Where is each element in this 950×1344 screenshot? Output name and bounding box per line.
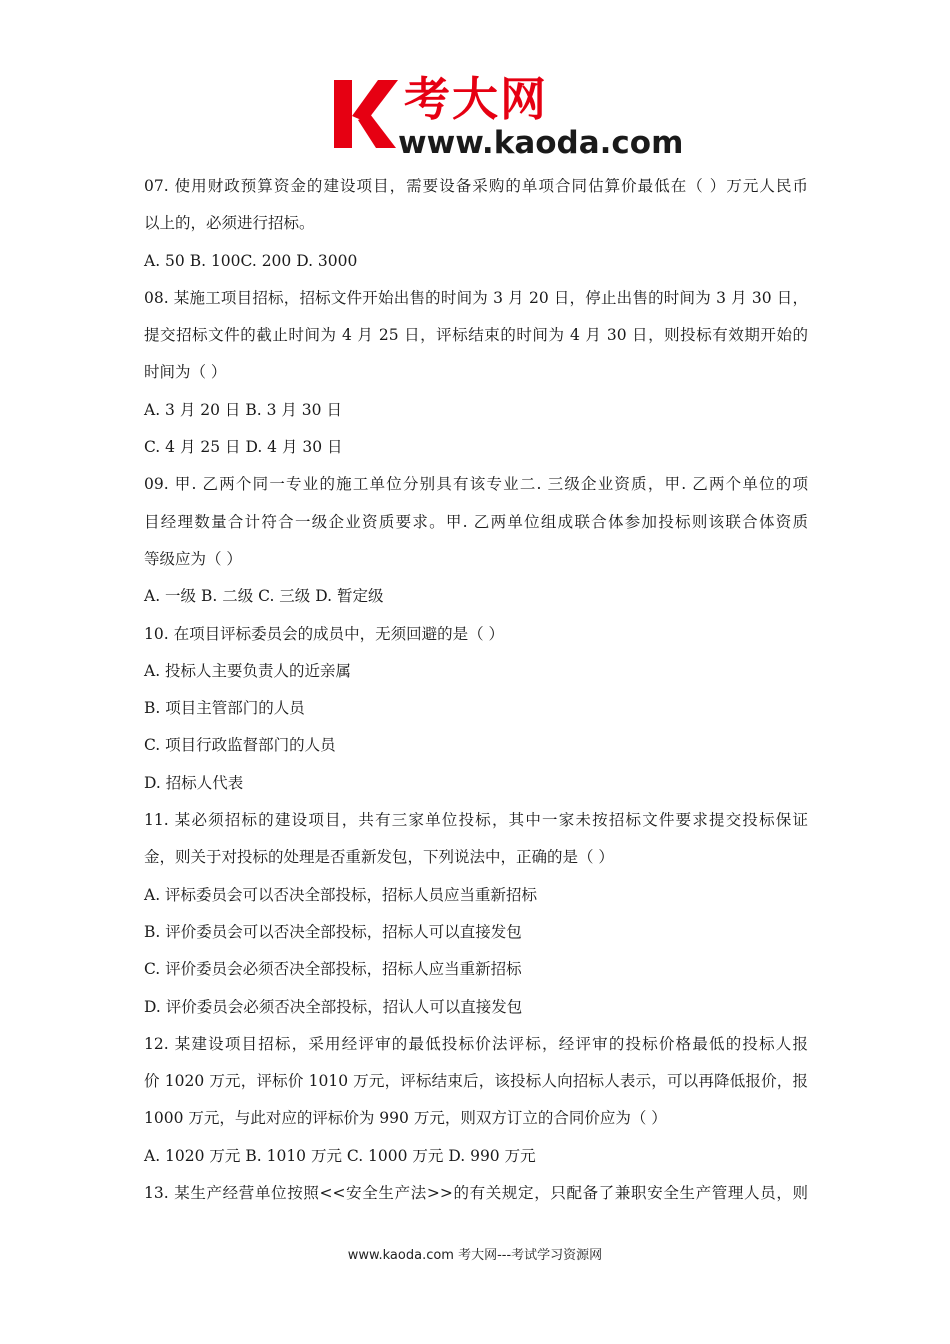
text-line: 13. 某生产经营单位按照<<安全生产法>>的有关规定，只配备了兼职安全生产管理人员，则 <box>144 1184 808 1203</box>
text-line: 时间为（ ） <box>144 363 227 382</box>
text-line: C. 评价委员会必须否决全部投标，招标人应当重新招标 <box>144 960 522 979</box>
text-line: A. 1020 万元 B. 1010 万元 C. 1000 万元 D. 990 万元 <box>144 1146 536 1165</box>
text-line: 08. 某施工项目招标，招标文件开始出售的时间为 3 月 20 日，停止出售的时间为 3 月 30 日， <box>144 288 808 307</box>
text-line: B. 项目主管部门的人员 <box>144 699 305 718</box>
text-line: 金，则关于对投标的处理是否重新发包，下列说法中，正确的是（ ） <box>144 848 614 867</box>
logo-title: 考大网 <box>404 72 548 126</box>
text-line: B. 评价委员会可以否决全部投标，招标人可以直接发包 <box>144 922 522 941</box>
text-line: 10. 在项目评标委员会的成员中，无须回避的是（ ） <box>144 624 505 643</box>
text-line: 等级应为（ ） <box>144 549 242 568</box>
text-line: A. 评标委员会可以否决全部投标，招标人员应当重新招标 <box>144 885 538 904</box>
text-line: A. 3 月 20 日 B. 3 月 30 日 <box>144 400 342 419</box>
kaoda-logo <box>330 70 684 166</box>
page-footer: www.kaoda.com 考大网---考试学习资源网 <box>347 1248 603 1263</box>
text-line: 价 1020 万元，评标价 1010 万元，评标结束后，该投标人向招标人表示，可以再降低报价，报 <box>144 1072 808 1091</box>
text-line: 提交招标文件的截止时间为 4 月 25 日，评标结束的时间为 4 月 30 日，则投标有效期开始的 <box>144 326 808 345</box>
text-line: 07. 使用财政预算资金的建设项目，需要设备采购的单项合同估算价最低在（ ）万元人民币 <box>144 177 808 195</box>
text-line: 目经理数量合计符合一级企业资质要求。甲. 乙两单位组成联合体参加投标则该联合体资质 <box>144 512 808 531</box>
text-line: C. 项目行政监督部门的人员 <box>144 736 336 755</box>
text-line: D. 评价委员会必须否决全部投标，招认人可以直接发包 <box>144 997 523 1016</box>
text-line: 09. 甲. 乙两个同一专业的施工单位分别具有该专业二. 三级企业资质，甲. 乙两个单位的项 <box>144 475 808 494</box>
text-line: 以上的，必须进行招标。 <box>144 214 315 233</box>
k-logo-icon <box>330 78 400 150</box>
text-line: C. 4 月 25 日 D. 4 月 30 日 <box>144 438 343 457</box>
text-line: 11. 某必须招标的建设项目，共有三家单位投标，其中一家未按招标文件要求提交投标保证 <box>144 811 808 830</box>
text-line: A. 50 B. 100C. 200 D. 3000 <box>144 251 358 270</box>
text-line: 1000 万元，与此对应的评标价为 990 万元，则双方订立的合同价应为（ ） <box>144 1109 667 1128</box>
text-line: 12. 某建设项目招标，采用经评审的最低投标价法评标，经评审的投标价格最低的投标人报 <box>144 1034 808 1053</box>
text-line: D. 招标人代表 <box>144 773 244 792</box>
document-body <box>144 168 808 1212</box>
text-line: A. 一级 B. 二级 C. 三级 D. 暂定级 <box>144 587 384 606</box>
text-line: A. 投标人主要负责人的近亲属 <box>144 661 352 680</box>
logo-domain: www.kaoda.com <box>398 125 684 161</box>
